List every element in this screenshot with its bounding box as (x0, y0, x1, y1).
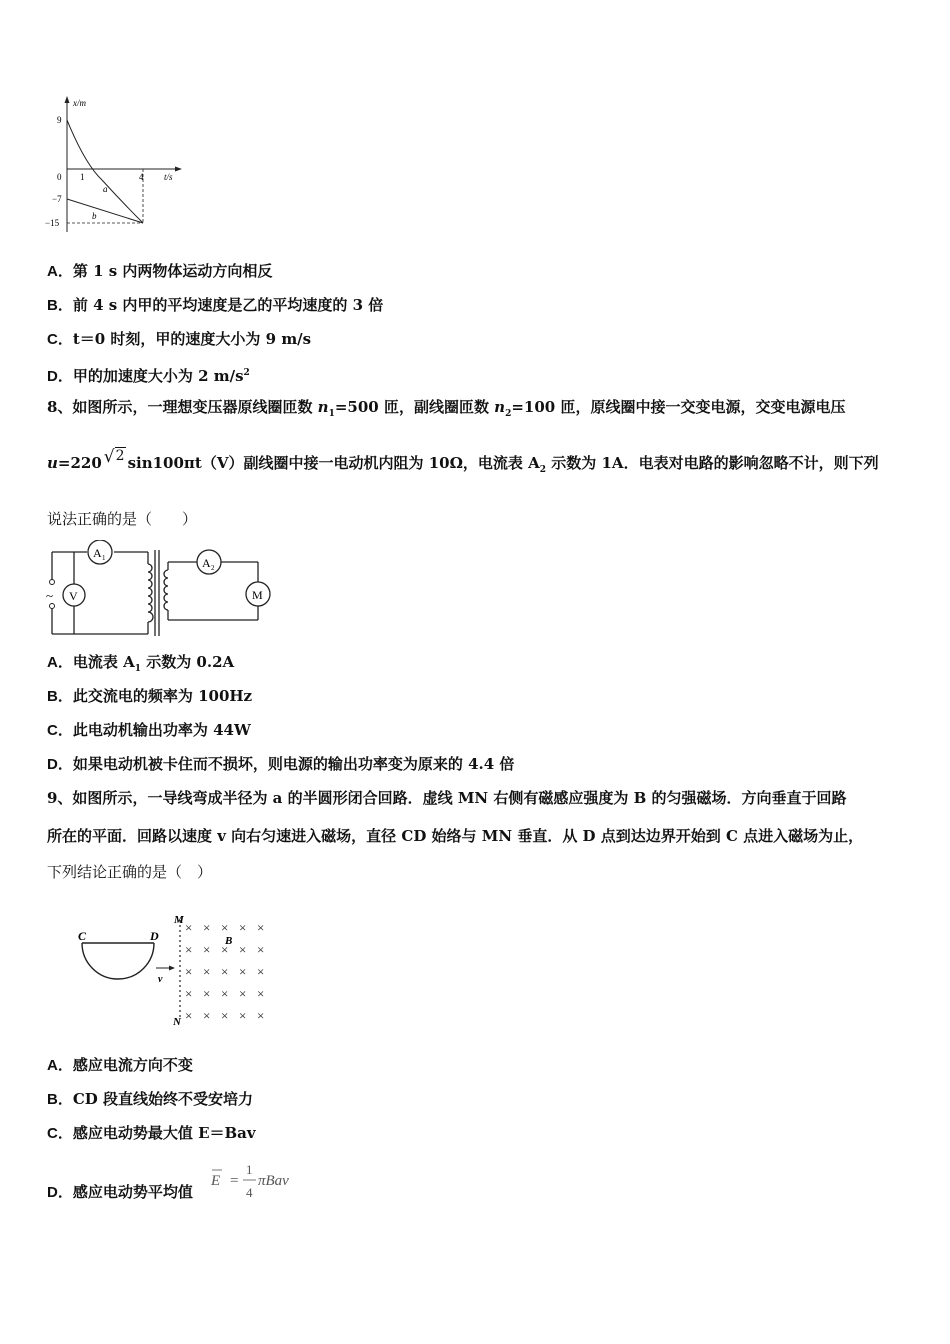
option-text: 感应电流方向不变 (72, 1056, 193, 1074)
option-letter: C． (47, 1125, 73, 1142)
field-cross: × (185, 964, 193, 979)
q7-option-b[interactable] (47, 295, 383, 316)
option-text: 此交流电的频率为 100Hz (72, 687, 253, 705)
field-cross: × (203, 1008, 211, 1023)
option-letter: C． (47, 331, 73, 348)
x-tick-1: 1 (80, 172, 85, 182)
field-cross: × (185, 920, 193, 935)
formula-lhs: E (211, 1173, 221, 1189)
field-cross: × (203, 964, 211, 979)
field-cross: × (185, 942, 193, 957)
q7-option-a[interactable] (47, 261, 272, 282)
curve-b-label: b (92, 211, 97, 221)
field-cross: × (221, 1008, 229, 1023)
q8-option-b[interactable] (47, 686, 252, 707)
field-cross: × (221, 964, 229, 979)
field-cross: × (257, 964, 265, 979)
y-tick-0: 0 (57, 172, 62, 182)
field-cross: × (221, 920, 229, 935)
option-text: 感应电动势平均值 (72, 1183, 193, 1201)
a2-sub: 2 (211, 564, 215, 572)
q9-stem-line1: 9、如图所示，一导线弯成半径为 a 的半圆形闭合回路．虚线 MN 右侧有磁感应强度为 B 的匀强磁场．方向垂直于回路 (47, 789, 847, 807)
option-letter: B． (47, 688, 73, 705)
option-letter: A． (47, 263, 73, 280)
field-cross: × (239, 986, 247, 1001)
field-cross: × (185, 986, 193, 1001)
option-letter: B． (47, 1091, 73, 1108)
x-tick-4: 4 (139, 172, 144, 182)
sqrt-symbol: √2 (103, 447, 125, 467)
option-text: 此电动机输出功率为 44W (72, 721, 251, 739)
option-letter: D． (47, 756, 73, 773)
n-label: N (173, 1016, 181, 1028)
option-text: 第 1 s 内两物体运动方向相反 (72, 262, 273, 280)
q8-option-d[interactable] (47, 754, 514, 775)
option-letter: B． (47, 297, 73, 314)
option-letter: D． (47, 1184, 73, 1201)
y-axis-label: x/m (73, 98, 86, 108)
q7-option-c[interactable] (47, 329, 311, 350)
transformer-circuit (44, 540, 274, 640)
x-axis-label: t/s (164, 172, 173, 182)
q7-option-d[interactable] (47, 363, 250, 387)
field-cross: × (221, 942, 229, 957)
field-cross: × (257, 986, 265, 1001)
q9-option-a[interactable] (47, 1055, 193, 1076)
option-text-2: 示数为 0.2A (140, 653, 235, 671)
option-letter: C． (47, 722, 73, 739)
v-label: v (158, 974, 163, 985)
a2-label: A (202, 556, 211, 570)
curve-a-label: a (103, 184, 108, 194)
q9-stem-line3: 下列结论正确的是（ ） (47, 863, 213, 881)
field-cross: × (239, 964, 247, 979)
formula-den: 4 (246, 1185, 253, 1200)
formula-eq: = (230, 1173, 239, 1189)
y-tick-neg7: −7 (52, 194, 62, 204)
option-text: t＝0 时刻，甲的速度大小为 9 m/s (72, 330, 312, 348)
field-cross: × (239, 1008, 247, 1023)
a1-sub: 1 (102, 554, 106, 562)
field-cross: × (203, 942, 211, 957)
option-text: 如果电动机被卡住而不损坏，则电源的输出功率变为原来的 4.4 倍 (72, 755, 515, 773)
d-label: D (150, 929, 159, 943)
c-label: C (78, 929, 87, 943)
option-letter: A． (47, 1057, 73, 1074)
v-label: V (69, 589, 78, 603)
semicircle-loop (82, 943, 154, 979)
field-cross: × (221, 986, 229, 1001)
field-cross: × (239, 920, 247, 935)
field-cross: × (203, 986, 211, 1001)
field-cross: × (257, 942, 265, 957)
y-tick-9: 9 (57, 115, 62, 125)
option-text: 前 4 s 内甲的平均速度是乙的平均速度的 3 倍 (72, 296, 384, 314)
option-letter: A． (47, 654, 73, 671)
option-sub: 1 (134, 664, 141, 674)
m-label: M (174, 914, 184, 926)
q8-option-a[interactable] (47, 652, 234, 679)
ac-source-symbol: ~ (46, 588, 54, 603)
field-cross: × (257, 920, 265, 935)
y-tick-neg15: −15 (45, 218, 60, 228)
option-text: 感应电动势最大值 E＝Bav (72, 1124, 256, 1142)
q8-stem-line3: 说法正确的是（ ） (47, 510, 198, 528)
formula-num: 1 (246, 1162, 253, 1177)
q9-stem-line2: 所在的平面．回路以速度 v 向右匀速进入磁场，直径 CD 始络与 MN 垂直．从 D 点到达边界开始到 C 点进入磁场为止， (47, 827, 864, 845)
q8-stem-line2: u=220 √2 sin100πt（V）副线圈中接一电动机内阻为 10Ω，电流表 $A_2$ 示数为 1A．电表对电路的影响忽略不计，则下列 (47, 447, 879, 475)
formula-rhs: πBav (258, 1173, 289, 1189)
field-cross: × (257, 1008, 265, 1023)
field-cross: × (185, 1008, 193, 1023)
a1-label: A (93, 546, 102, 560)
option-text: CD 段直线始终不受安培力 (72, 1090, 254, 1108)
q8-option-c[interactable] (47, 720, 251, 741)
option-letter: D． (47, 368, 73, 385)
q9-option-c[interactable] (47, 1123, 256, 1144)
m-label: M (252, 588, 263, 602)
q9-option-b[interactable] (47, 1089, 253, 1110)
option-text: 甲的加速度大小为 2 m/s (72, 367, 244, 385)
field-cross: × (203, 920, 211, 935)
b-label: B (225, 935, 233, 947)
average-emf-formula (208, 1156, 308, 1206)
magnetic-field-figure (74, 908, 284, 1028)
q9-option-d[interactable] (47, 1182, 193, 1203)
option-text: 电流表 A (72, 653, 135, 671)
option-sup: 2 (243, 368, 250, 378)
curve-a (67, 120, 143, 223)
xt-graph (40, 92, 190, 242)
q8-stem-line1: 8、如图所示，一理想变压器原线圈匝数 $n_1=500$ 匝，副线圈匝数 $n_2=100$ 匝，原线圈中接一交变电源，交变电源电压 (47, 398, 846, 419)
field-cross: × (239, 942, 247, 957)
